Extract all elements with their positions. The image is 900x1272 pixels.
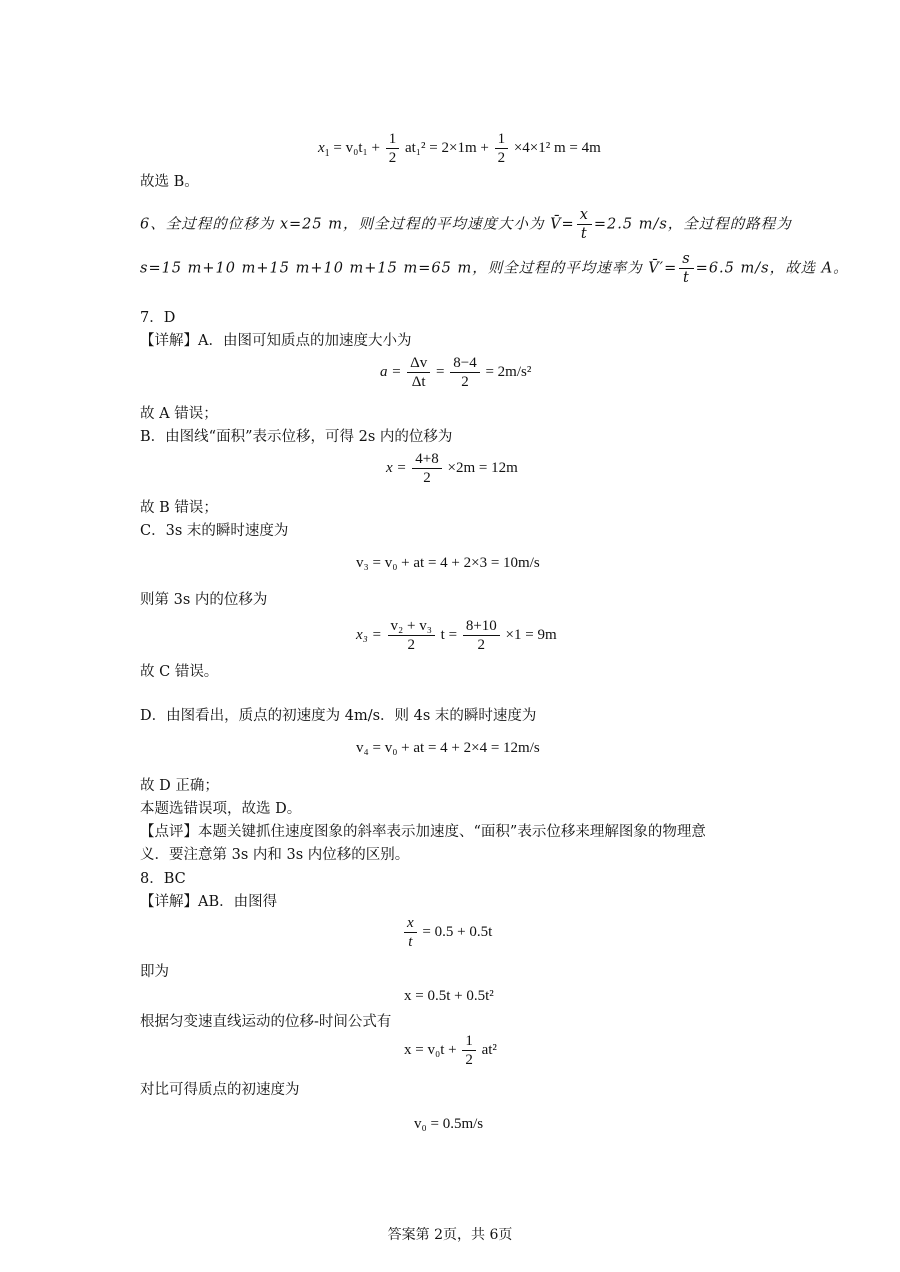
q7-d-right: 故 D 正确；	[140, 778, 219, 794]
q7-eq-b-frac	[412, 450, 441, 487]
q7-b-wrong: 故 B 错误；	[140, 500, 218, 516]
q5-half2-den: 2	[497, 150, 506, 166]
q8-detail: 【详解】AB．由图得	[140, 894, 278, 910]
q6-line1	[140, 206, 792, 243]
q6-frac2-den: t	[683, 270, 690, 286]
q7-eq-b-den: 2	[423, 470, 431, 486]
q7-eq-a-frac1	[407, 354, 430, 391]
q5-conclusion: 故选 B。	[140, 174, 199, 190]
q6-frac2-num: s	[679, 250, 693, 269]
q5-half2-num: 1	[495, 130, 509, 149]
q5-eq-tail: ×4×1² m = 4m	[513, 139, 601, 156]
q7-eq-d: v₄ = v₀ + at = 4 + 2×4 = 12m/s	[356, 740, 540, 756]
q7-eq-c2-frac2	[463, 617, 500, 654]
q7-eq-b-tail: ×2m = 12m	[447, 459, 518, 476]
q8-answer: 8．BC	[140, 871, 186, 887]
q7-eq-a-den2: 2	[461, 374, 469, 390]
q6-line2	[140, 250, 849, 287]
q7-comment-2: 义．要注意第 3s 内和 3s 内位移的区别。	[140, 847, 410, 863]
q5-eq-rest: = v₀t₁ +	[333, 139, 384, 156]
q8-eq1	[402, 914, 492, 951]
q5-eq-lhs: x	[318, 139, 325, 156]
q8-jiwei: 即为	[140, 964, 169, 980]
q7-eq-a-tail: = 2m/s²	[485, 363, 532, 380]
q8-eq1-num: x	[404, 914, 417, 933]
q7-eq-b-num: 4+8	[412, 450, 441, 469]
q8-eq1-tail: = 0.5 + 0.5t	[422, 923, 493, 940]
q7-eq-c2-mid: t =	[440, 626, 461, 643]
q7-eq-c2-den1: 2	[407, 637, 415, 653]
q8-eq3-lhs: x = v₀t +	[404, 1041, 461, 1058]
page-footer: 答案第 2页，共 6页	[387, 1227, 513, 1243]
q7-answer: 7．D	[140, 310, 176, 326]
q7-eq-c2-den2: 2	[477, 637, 486, 653]
q8-eq2: x = 0.5t + 0.5t²	[404, 988, 494, 1004]
q6-line1-tail: =2.5 m/s，全过程的路程为	[593, 216, 792, 233]
q8-formula-text: 根据匀变速直线运动的位移-时间公式有	[140, 1014, 392, 1030]
q8-eq1-den: t	[408, 934, 413, 950]
q7-c-wrong: 故 C 错误。	[140, 664, 219, 680]
q6-frac1	[577, 206, 592, 243]
q7-detail-a: 【详解】A．由图可知质点的加速度大小为	[140, 333, 412, 349]
q7-d-text: D．由图看出，质点的初速度为 4m/s．则 4s 末的瞬时速度为	[140, 708, 537, 724]
q6-line2-text: s=15 m+10 m+15 m+10 m+15 m=65 m，则全过程的平均速率为 V̄′=	[140, 260, 678, 277]
q7-eq-a-num2: 8−4	[450, 354, 479, 373]
q7-eq-c2-num1: v₂ + v₃	[388, 617, 435, 636]
q7-eq-a-lhs: a =	[380, 363, 406, 380]
q7-conclusion: 本题选错误项，故选 D。	[140, 801, 302, 817]
q7-eq-c2-frac1	[388, 617, 435, 654]
q7-eq-a: a = $\frac{\Delta v}{\Delta t}$ = $\frac{8-4}{2}$ = 2m/s²	[380, 355, 532, 390]
q5-half-den: 2	[388, 150, 397, 166]
q8-eq3-tail: at²	[481, 1041, 497, 1058]
q7-a-wrong: 故 A 错误；	[140, 406, 218, 422]
q6-frac2	[679, 250, 693, 287]
q7-eq-a-den1: Δt	[411, 374, 426, 390]
q7-eq-c2-lhs: x₃ =	[356, 626, 386, 643]
q5-eq-at: at₁² = 2×1m +	[404, 139, 493, 156]
q7-eq-c2-tail: ×1 = 9m	[505, 626, 557, 643]
q8-eq1-frac	[404, 914, 417, 951]
q8-eq4: v₀ = 0.5m/s	[414, 1116, 484, 1132]
q8-eq3-frac	[462, 1032, 476, 1069]
q8-compare: 对比可得质点的初速度为	[140, 1082, 300, 1098]
q5-frac-half	[386, 130, 400, 167]
q8-eq3	[404, 1032, 497, 1069]
q8-eq3-den: 2	[465, 1052, 473, 1068]
q6-line1-text: 6、全过程的位移为 x=25 m，则全过程的平均速度大小为 V̄=	[140, 216, 575, 233]
q7-eq-b	[386, 450, 518, 487]
q7-eq-c2	[356, 617, 557, 654]
q7-c-text: C．3s 末的瞬时速度为	[140, 523, 289, 539]
q5-half-num: 1	[386, 130, 400, 149]
q7-b-text: B．由图线“面积”表示位移，可得 2s 内的位移为	[140, 429, 453, 445]
q7-eq-c2-num2: 8+10	[463, 617, 500, 636]
q6-line2-tail: =6.5 m/s，故选 A。	[695, 260, 849, 277]
q6-frac1-den: t	[580, 226, 588, 242]
q7-eq-a-frac2	[450, 354, 479, 391]
q6-frac1-num: x	[577, 206, 592, 225]
q5-equation: $x_1 = v_0t_1$ + $\frac{1}{2}$ at₁² = 2×1m + $\frac{1}{2}$ ×4×1² m = 4m	[318, 131, 601, 166]
q7-eq-a-num1: Δv	[407, 354, 430, 373]
q7-eq-c1: v₃ = v₀ + at = 4 + 2×3 = 10m/s	[356, 555, 540, 571]
q8-eq3-num: 1	[462, 1032, 476, 1051]
q5-frac-half-2	[495, 130, 509, 167]
q7-c-text2: 则第 3s 内的位移为	[140, 592, 268, 608]
q7-comment-1: 【点评】本题关键抓住速度图象的斜率表示加速度、“面积”表示位移来理解图象的物理意	[140, 824, 706, 840]
q7-eq-b-lhs: x =	[386, 459, 411, 476]
